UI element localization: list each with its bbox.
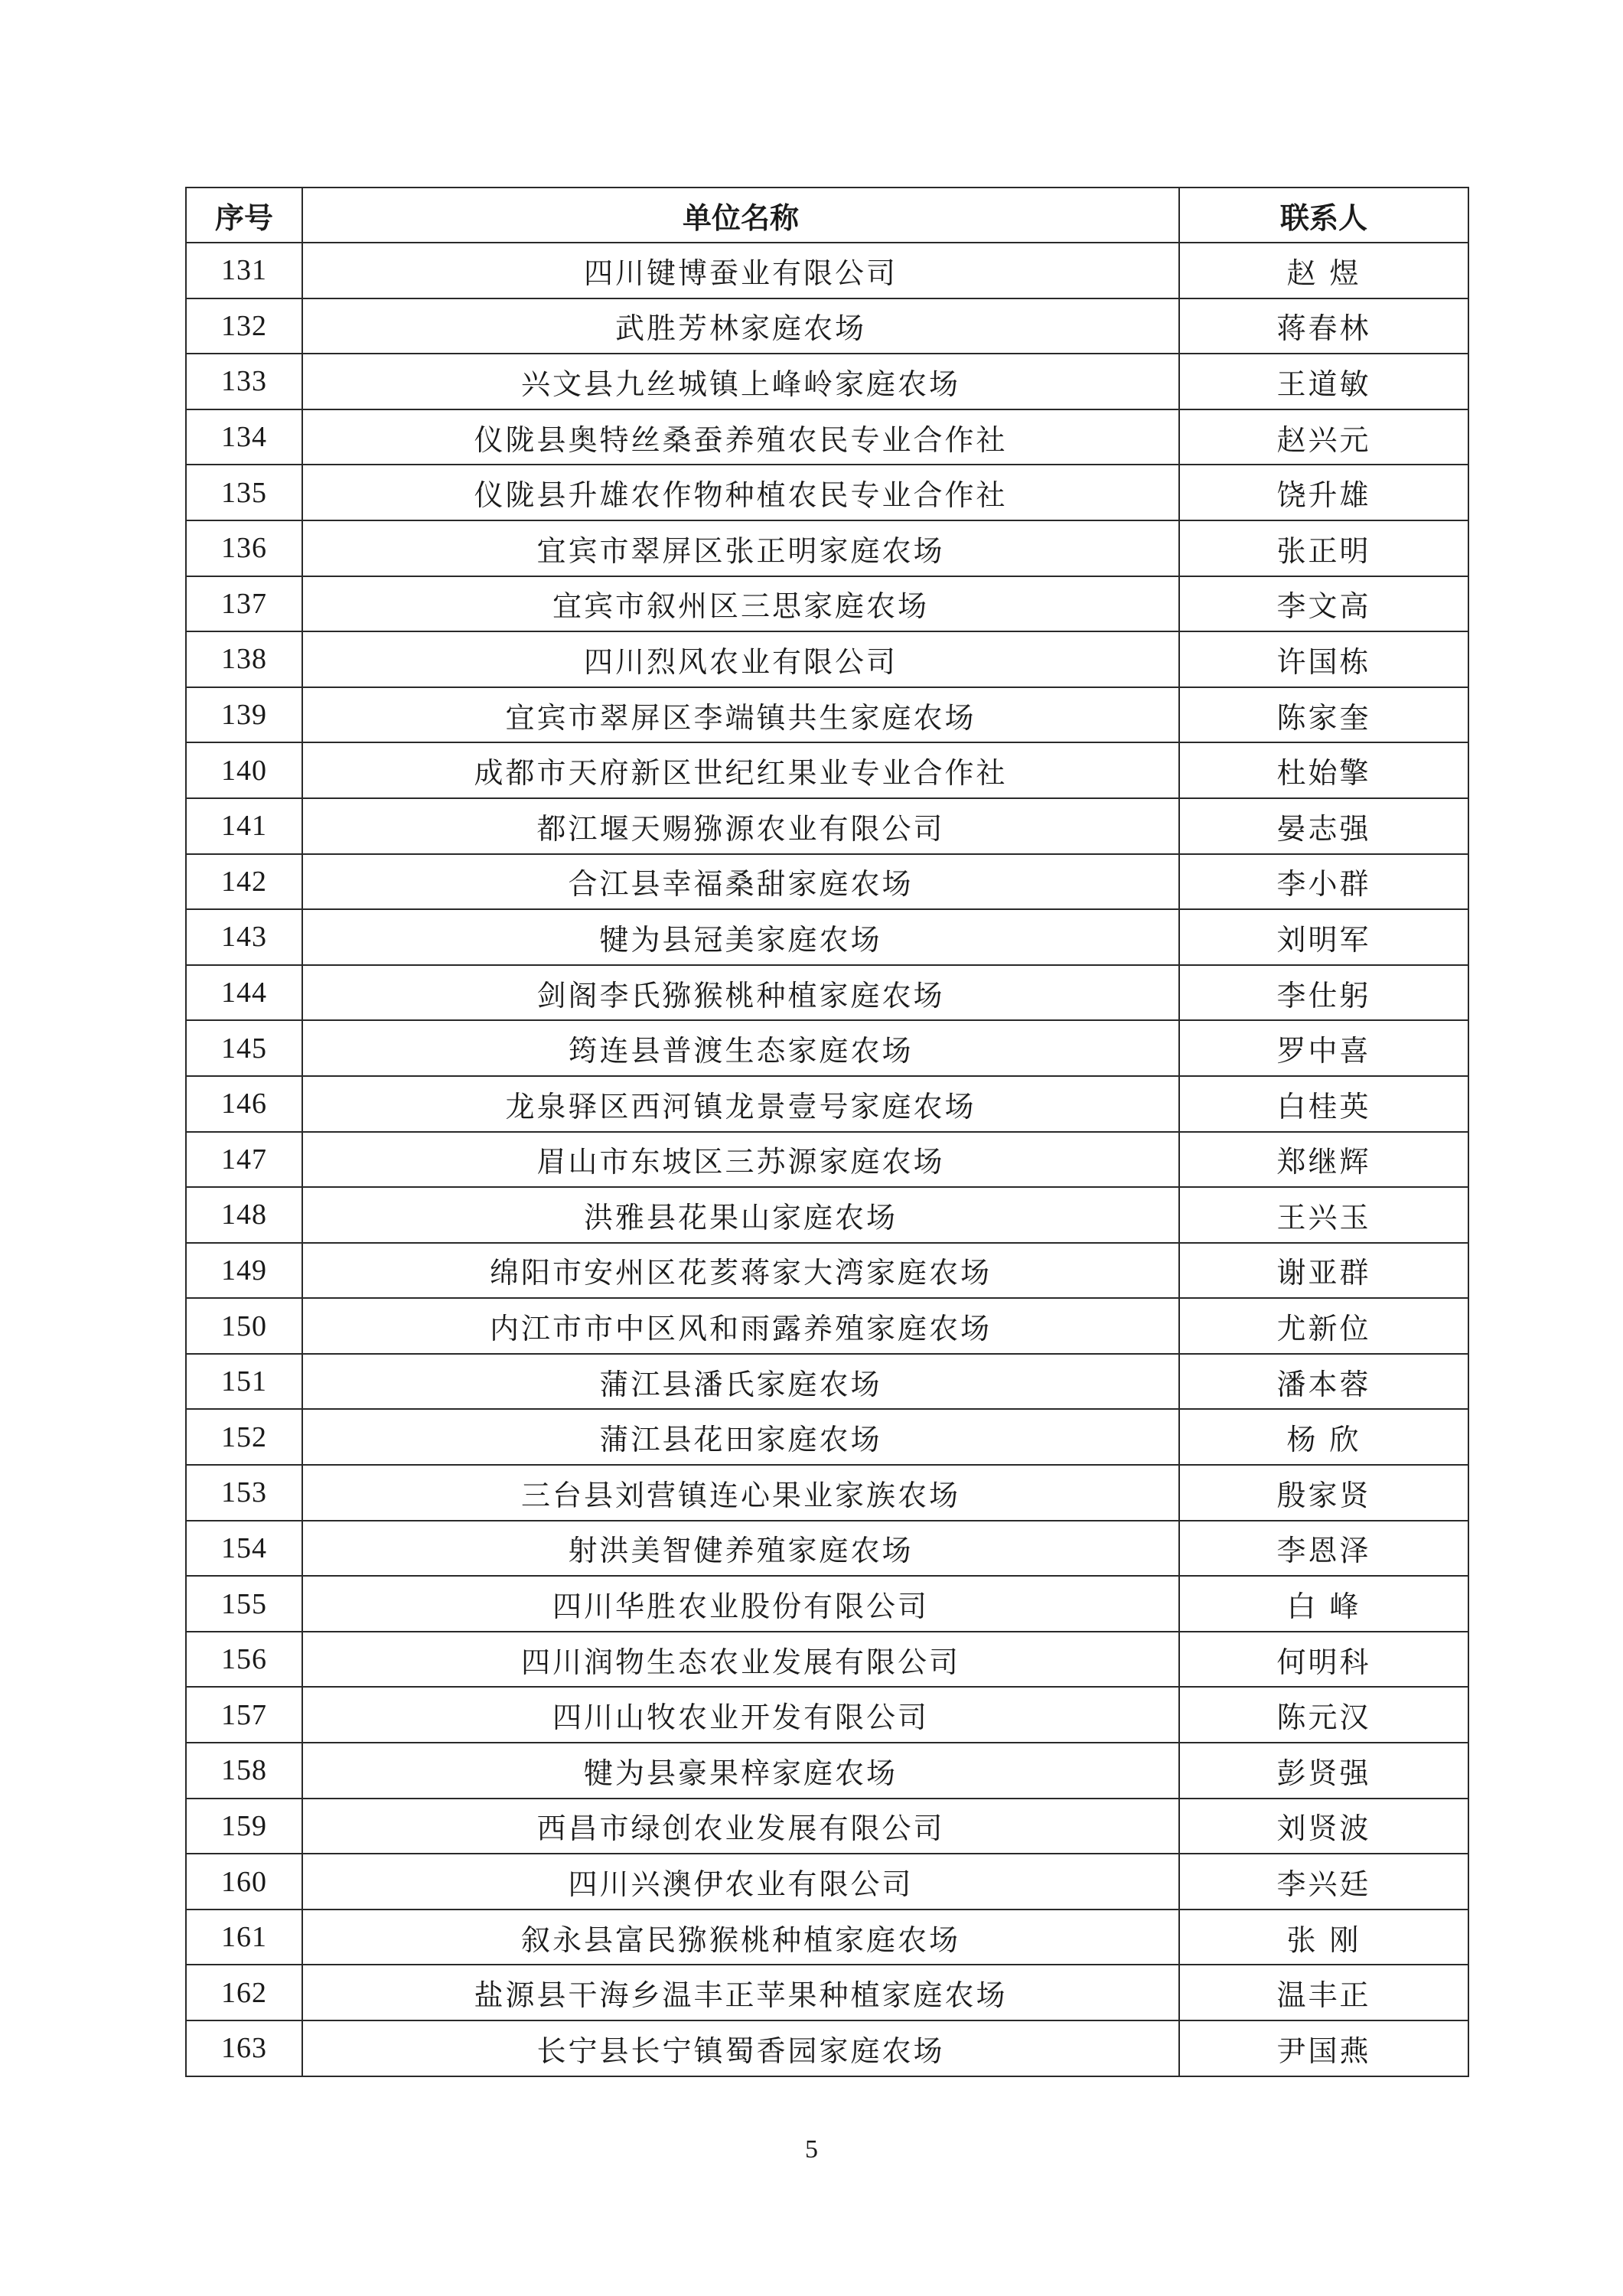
table-row	[186, 1465, 1468, 1521]
cell-unit-name: 四川华胜农业股份有限公司	[302, 1576, 1179, 1632]
table-row	[186, 1020, 1468, 1076]
cell-contact-person: 白 峰	[1179, 1576, 1468, 1632]
cell-contact-person: 李兴廷	[1179, 1854, 1468, 1910]
table-row	[186, 576, 1468, 632]
cell-contact-person: 陈元汉	[1179, 1687, 1468, 1743]
cell-unit-name: 内江市市中区风和雨露养殖家庭农场	[302, 1298, 1179, 1354]
cell-serial-number: 154	[186, 1521, 302, 1577]
table-row	[186, 1854, 1468, 1910]
cell-contact-person: 谢亚群	[1179, 1243, 1468, 1299]
cell-serial-number: 149	[186, 1243, 302, 1299]
cell-serial-number: 141	[186, 798, 302, 854]
cell-contact-person: 罗中喜	[1179, 1020, 1468, 1076]
cell-contact-person: 晏志强	[1179, 798, 1468, 854]
table-row	[186, 1687, 1468, 1743]
cell-contact-person: 李仕躬	[1179, 965, 1468, 1021]
cell-serial-number: 161	[186, 1910, 302, 1965]
cell-serial-number: 151	[186, 1354, 302, 1410]
cell-contact-person: 李文高	[1179, 576, 1468, 632]
header-row	[186, 188, 1468, 243]
roster-table	[185, 187, 1469, 2077]
table-row	[186, 1965, 1468, 2020]
table-row	[186, 354, 1468, 409]
table-row	[186, 243, 1468, 298]
table-row	[186, 909, 1468, 965]
cell-unit-name: 宜宾市翠屏区李端镇共生家庭农场	[302, 687, 1179, 743]
cell-unit-name: 四川烈风农业有限公司	[302, 631, 1179, 687]
cell-unit-name: 三台县刘营镇连心果业家族农场	[302, 1465, 1179, 1521]
cell-unit-name: 射洪美智健养殖家庭农场	[302, 1521, 1179, 1577]
cell-contact-person: 赵 煜	[1179, 243, 1468, 298]
cell-unit-name: 四川兴澳伊农业有限公司	[302, 1854, 1179, 1910]
table-row	[186, 854, 1468, 910]
cell-contact-person: 饶升雄	[1179, 465, 1468, 520]
cell-serial-number: 145	[186, 1020, 302, 1076]
table-row	[186, 1132, 1468, 1188]
cell-unit-name: 四川键博蚕业有限公司	[302, 243, 1179, 298]
cell-serial-number: 133	[186, 354, 302, 409]
cell-unit-name: 蒲江县花田家庭农场	[302, 1409, 1179, 1465]
cell-unit-name: 武胜芳林家庭农场	[302, 298, 1179, 354]
column-header-no: 序号	[186, 188, 302, 243]
cell-serial-number: 157	[186, 1687, 302, 1743]
cell-unit-name: 绵阳市安州区花荄蒋家大湾家庭农场	[302, 1243, 1179, 1299]
cell-serial-number: 138	[186, 631, 302, 687]
cell-serial-number: 162	[186, 1965, 302, 2020]
cell-contact-person: 李小群	[1179, 854, 1468, 910]
cell-contact-person: 许国栋	[1179, 631, 1468, 687]
table-row	[186, 1632, 1468, 1688]
cell-contact-person: 蒋春林	[1179, 298, 1468, 354]
table-body	[186, 243, 1468, 2076]
cell-unit-name: 叙永县富民猕猴桃种植家庭农场	[302, 1910, 1179, 1965]
table-row	[186, 1409, 1468, 1465]
cell-contact-person: 刘贤波	[1179, 1799, 1468, 1854]
cell-serial-number: 147	[186, 1132, 302, 1188]
cell-unit-name: 犍为县豪果梓家庭农场	[302, 1743, 1179, 1799]
cell-serial-number: 155	[186, 1576, 302, 1632]
cell-serial-number: 134	[186, 409, 302, 465]
cell-unit-name: 盐源县干海乡温丰正苹果种植家庭农场	[302, 1965, 1179, 2020]
cell-contact-person: 张正明	[1179, 520, 1468, 576]
cell-unit-name: 宜宾市翠屏区张正明家庭农场	[302, 520, 1179, 576]
table-row	[186, 631, 1468, 687]
cell-serial-number: 163	[186, 2020, 302, 2076]
table-row	[186, 742, 1468, 798]
table-header	[186, 188, 1468, 243]
table-row	[186, 409, 1468, 465]
table-row	[186, 298, 1468, 354]
cell-contact-person: 王兴玉	[1179, 1187, 1468, 1243]
column-header-contact: 联系人	[1179, 188, 1468, 243]
cell-serial-number: 153	[186, 1465, 302, 1521]
table-row	[186, 1354, 1468, 1410]
table-row	[186, 1521, 1468, 1577]
cell-contact-person: 白桂英	[1179, 1076, 1468, 1132]
cell-contact-person: 张 刚	[1179, 1910, 1468, 1965]
column-header-name: 单位名称	[302, 188, 1179, 243]
page-number: 5	[805, 2135, 818, 2164]
cell-serial-number: 137	[186, 576, 302, 632]
cell-serial-number: 152	[186, 1409, 302, 1465]
cell-unit-name: 宜宾市叙州区三思家庭农场	[302, 576, 1179, 632]
cell-contact-person: 尹国燕	[1179, 2020, 1468, 2076]
cell-serial-number: 144	[186, 965, 302, 1021]
table-row	[186, 1910, 1468, 1965]
cell-unit-name: 眉山市东坡区三苏源家庭农场	[302, 1132, 1179, 1188]
cell-serial-number: 136	[186, 520, 302, 576]
table-row	[186, 1743, 1468, 1799]
cell-serial-number: 158	[186, 1743, 302, 1799]
cell-unit-name: 剑阁李氏猕猴桃种植家庭农场	[302, 965, 1179, 1021]
table-row	[186, 687, 1468, 743]
table-row	[186, 1298, 1468, 1354]
cell-contact-person: 杜始擎	[1179, 742, 1468, 798]
cell-serial-number: 142	[186, 854, 302, 910]
cell-serial-number: 143	[186, 909, 302, 965]
table-row	[186, 1076, 1468, 1132]
cell-contact-person: 殷家贤	[1179, 1465, 1468, 1521]
table-row	[186, 1799, 1468, 1854]
table-row	[186, 965, 1468, 1021]
cell-unit-name: 仪陇县升雄农作物种植农民专业合作社	[302, 465, 1179, 520]
cell-unit-name: 筠连县普渡生态家庭农场	[302, 1020, 1179, 1076]
cell-unit-name: 洪雅县花果山家庭农场	[302, 1187, 1179, 1243]
cell-serial-number: 139	[186, 687, 302, 743]
cell-serial-number: 148	[186, 1187, 302, 1243]
cell-serial-number: 131	[186, 243, 302, 298]
cell-unit-name: 长宁县长宁镇蜀香园家庭农场	[302, 2020, 1179, 2076]
cell-unit-name: 犍为县冠美家庭农场	[302, 909, 1179, 965]
cell-serial-number: 160	[186, 1854, 302, 1910]
cell-contact-person: 陈家奎	[1179, 687, 1468, 743]
cell-unit-name: 合江县幸福桑甜家庭农场	[302, 854, 1179, 910]
table-row	[186, 798, 1468, 854]
cell-unit-name: 四川山牧农业开发有限公司	[302, 1687, 1179, 1743]
cell-contact-person: 潘本蓉	[1179, 1354, 1468, 1410]
cell-unit-name: 四川润物生态农业发展有限公司	[302, 1632, 1179, 1688]
cell-serial-number: 146	[186, 1076, 302, 1132]
cell-unit-name: 仪陇县奥特丝桑蚕养殖农民专业合作社	[302, 409, 1179, 465]
cell-unit-name: 都江堰天赐猕源农业有限公司	[302, 798, 1179, 854]
cell-serial-number: 159	[186, 1799, 302, 1854]
cell-serial-number: 140	[186, 742, 302, 798]
table-row	[186, 1576, 1468, 1632]
cell-contact-person: 尤新位	[1179, 1298, 1468, 1354]
cell-unit-name: 蒲江县潘氏家庭农场	[302, 1354, 1179, 1410]
table-row	[186, 1243, 1468, 1299]
cell-contact-person: 李恩泽	[1179, 1521, 1468, 1577]
cell-serial-number: 150	[186, 1298, 302, 1354]
table-row	[186, 1187, 1468, 1243]
cell-contact-person: 杨 欣	[1179, 1409, 1468, 1465]
cell-unit-name: 龙泉驿区西河镇龙景壹号家庭农场	[302, 1076, 1179, 1132]
cell-contact-person: 王道敏	[1179, 354, 1468, 409]
cell-serial-number: 135	[186, 465, 302, 520]
cell-contact-person: 何明科	[1179, 1632, 1468, 1688]
cell-contact-person: 温丰正	[1179, 1965, 1468, 2020]
table-row	[186, 520, 1468, 576]
cell-unit-name: 成都市天府新区世纪红果业专业合作社	[302, 742, 1179, 798]
cell-serial-number: 132	[186, 298, 302, 354]
cell-contact-person: 郑继辉	[1179, 1132, 1468, 1188]
cell-unit-name: 兴文县九丝城镇上峰岭家庭农场	[302, 354, 1179, 409]
cell-serial-number: 156	[186, 1632, 302, 1688]
table-row	[186, 465, 1468, 520]
cell-contact-person: 赵兴元	[1179, 409, 1468, 465]
cell-unit-name: 西昌市绿创农业发展有限公司	[302, 1799, 1179, 1854]
cell-contact-person: 刘明军	[1179, 909, 1468, 965]
cell-contact-person: 彭贤强	[1179, 1743, 1468, 1799]
table-row	[186, 2020, 1468, 2076]
